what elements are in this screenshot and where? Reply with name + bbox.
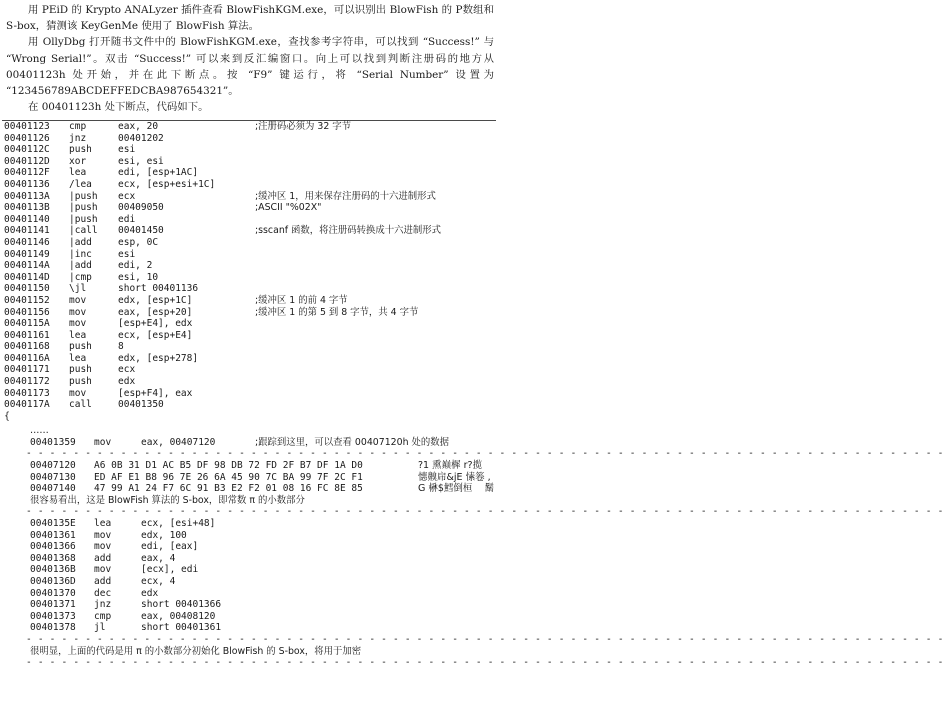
- loop-mnemonic: mov: [94, 529, 112, 541]
- code-operand: edi: [118, 213, 136, 225]
- code-mnemonic: mov: [69, 318, 87, 330]
- code-comment: ;ASCII "%02X": [255, 202, 322, 214]
- code-row: [0, 133, 498, 145]
- code-mnemonic: |add: [69, 236, 92, 248]
- loop-operand: edx, 100: [141, 529, 187, 541]
- loop-mnemonic: jnz: [94, 599, 112, 611]
- trace-comment: ;跟踪到这里，可以查看 00407120h 处的数据: [255, 436, 450, 448]
- code-row: [0, 237, 498, 249]
- loop-row: [26, 518, 498, 530]
- code-operand: ecx: [118, 190, 136, 202]
- code-row: [0, 167, 498, 179]
- code-address: 0040116A: [4, 352, 50, 364]
- code-comment: ;注册码必须为 32 字节: [255, 121, 352, 132]
- code-address: 0040112D: [4, 155, 50, 167]
- dump-hex: 47 99 A1 24 F7 6C 91 B3 E2 F2 01 08 16 FC 8E 85: [94, 483, 363, 495]
- code-row: [0, 179, 498, 191]
- loop-address: 00401361: [30, 529, 76, 541]
- separator-dashes: - - - - - - - - - - - - - - - - - - - - - - - - - - - - - - - - - - - - - - - - - - - - - - - - - - - - - - - - - - - - - - - - - - - - - - - - - - - - - -: [26, 506, 944, 518]
- dump-ascii: ?1 熏巅樨 r?揽: [418, 460, 483, 472]
- loop-operand: ecx, 4: [141, 575, 176, 587]
- code-operand: edi, [esp+1AC]: [118, 167, 199, 179]
- code-mnemonic: call: [69, 399, 92, 411]
- loop-mnemonic: mov: [94, 564, 112, 576]
- loop-address: 0040135E: [30, 518, 76, 529]
- dump-address: 00407130: [30, 471, 76, 483]
- paragraph-peid: 用 PEiD 的 Krypto ANALyzer 插件查看 BlowFishKGM.exe，可以识别出 BlowFish 的 P数组和 S-box，猜测该 KeyGenMe 使用了 BlowFish 算法。: [6, 4, 494, 33]
- code-row: [0, 121, 498, 133]
- code-address: 0040113A: [4, 190, 50, 202]
- code-operand: 8: [118, 341, 124, 353]
- code-comment: ;sscanf 函数，将注册码转换成十六进制形式: [255, 225, 442, 237]
- loop-mnemonic: dec: [94, 587, 112, 599]
- code-row: [0, 330, 498, 342]
- code-address: 00401150: [4, 283, 50, 295]
- loop-operand: short 00401366: [141, 599, 222, 611]
- open-brace: {: [4, 410, 10, 422]
- code-row: [0, 399, 498, 411]
- code-listing: [0, 120, 944, 669]
- code-operand: 00401450: [118, 225, 164, 237]
- separator-dashes: - - - - - - - - - - - - - - - - - - - - - - - - - - - - - - - - - - - - - - - - - - - - - - - - - - - - - - - - - - - - - - - - - - - - - - - - - - - - - -: [26, 448, 944, 460]
- loop-row: [26, 588, 498, 600]
- loop-address: 00401368: [30, 552, 76, 564]
- code-mnemonic: push: [69, 364, 92, 376]
- code-mnemonic: mov: [69, 294, 87, 306]
- code-row: [0, 156, 498, 168]
- dump-ascii: 憓齅帍&jE 愫箞 ,: [418, 471, 491, 483]
- loop-operand: eax, 4: [141, 552, 176, 564]
- loop-operand: [ecx], edi: [141, 564, 199, 576]
- code-operand: [esp+E4], edx: [118, 318, 193, 330]
- dump-hex: ED AF E1 B8 96 7E 26 6A 45 90 7C BA 99 7F 2C F1: [94, 471, 363, 483]
- dump-row: [26, 472, 498, 484]
- code-operand: [esp+F4], eax: [118, 387, 193, 399]
- code-row: [0, 295, 498, 307]
- loop-operand: ecx, [esi+48]: [141, 518, 216, 529]
- code-address: 0040113B: [4, 202, 50, 214]
- code-address: 00401156: [4, 306, 50, 318]
- code-address: 00401152: [4, 294, 50, 306]
- paragraph-breakpoint: 在 00401123h 处下断点，代码如下。: [28, 101, 209, 114]
- code-address: 00401168: [4, 341, 50, 353]
- paragraph-ollydbg: 用 OllyDbg 打开随书文件中的 BlowFishKGM.exe，查找参考字符串，可以找到 “Success!” 与 “Wrong Serial!”。双击 “Success!” 可以来到反汇编窗口。向上可以找到判断注册码的地方从 00401123h 处开始，并在此下断点。按 “F9” 键运行，将 “Serial Number” 设置为 “123456789ABCDEFFEDCBA987654321”。: [6, 36, 494, 98]
- dump-note: 很容易看出，这是 BlowFish 算法的 S-box，即常数 π 的小数部分: [30, 494, 305, 506]
- loop-mnemonic: mov: [94, 541, 112, 553]
- code-operand: edx, [esp+278]: [118, 352, 199, 364]
- loop-address: 00401373: [30, 610, 76, 622]
- code-address: 00401149: [4, 248, 50, 260]
- code-comment: ;缓冲区 1 的第 5 到 8 字节，共 4 字节: [255, 306, 419, 318]
- code-operand: esi: [118, 144, 136, 156]
- loop-operand: eax, 00408120: [141, 610, 216, 622]
- loop-address: 00401370: [30, 587, 76, 599]
- loop-operand: edx: [141, 587, 159, 599]
- code-row: [0, 376, 498, 388]
- code-mnemonic: push: [69, 341, 92, 353]
- code-operand: 00401202: [118, 132, 164, 144]
- dump-hex: A6 0B 31 D1 AC B5 DF 98 DB 72 FD 2F B7 DF 1A D0: [94, 460, 363, 472]
- code-address: 00401172: [4, 376, 50, 388]
- code-row: [0, 225, 498, 237]
- code-row: [0, 364, 498, 376]
- code-address: 00401140: [4, 213, 50, 225]
- loop-row: [26, 530, 498, 542]
- hex-dump: [26, 460, 498, 495]
- code-mnemonic: lea: [69, 167, 87, 179]
- loop-operand: edi, [eax]: [141, 541, 199, 553]
- code-operand: eax, [esp+20]: [118, 306, 193, 318]
- dump-address: 00407140: [30, 483, 76, 495]
- code-mnemonic: |call: [69, 225, 98, 237]
- code-address: 00401123: [4, 121, 50, 132]
- code-address: 00401146: [4, 236, 50, 248]
- code-mnemonic: |add: [69, 260, 92, 272]
- code-mnemonic: push: [69, 144, 92, 156]
- code-mnemonic: push: [69, 376, 92, 388]
- code-operand: ecx: [118, 364, 136, 376]
- code-row: [0, 260, 498, 272]
- dump-row: [26, 483, 498, 495]
- ellipsis: ……: [30, 424, 49, 436]
- inner-section: [0, 424, 944, 669]
- code-mnemonic: mov: [69, 306, 87, 318]
- code-row: [0, 249, 498, 261]
- code-row: [0, 214, 498, 226]
- code-mnemonic: |push: [69, 202, 98, 214]
- dump-address: 00407120: [30, 460, 76, 472]
- loop-operand: short 00401361: [141, 622, 222, 634]
- sbox-init-loop: [26, 518, 498, 634]
- code-operand: ecx, [esp+E4]: [118, 329, 193, 341]
- code-row: [0, 353, 498, 365]
- dump-ascii: G 楙$鱈倒桓 鬗: [418, 483, 495, 495]
- code-mnemonic: lea: [69, 329, 87, 341]
- code-mnemonic: jnz: [69, 132, 87, 144]
- code-mnemonic: lea: [69, 352, 87, 364]
- code-address: 0040114A: [4, 260, 50, 272]
- trace-mnemonic: mov: [94, 436, 112, 448]
- loop-address: 00401378: [30, 622, 76, 634]
- code-address: 00401161: [4, 329, 50, 341]
- code-address: 0040114D: [4, 271, 50, 283]
- code-mnemonic: |push: [69, 190, 98, 202]
- loop-address: 0040136D: [30, 575, 76, 587]
- code-address: 00401126: [4, 132, 50, 144]
- disassembly-block: [0, 121, 498, 411]
- code-operand: 00409050: [118, 202, 164, 214]
- code-row: [0, 283, 498, 295]
- loop-mnemonic: lea: [94, 518, 112, 529]
- code-row: [0, 191, 498, 203]
- loop-address: 0040136B: [30, 564, 76, 576]
- separator-dashes: - - - - - - - - - - - - - - - - - - - - - - - - - - - - - - - - - - - - - - - - - - - - - - - - - - - - - - - - - - - - - - - - - - - - - - - - - - - - - -: [26, 657, 944, 669]
- code-operand: esp, 0C: [118, 236, 159, 248]
- code-row: [0, 388, 498, 400]
- code-mnemonic: |push: [69, 213, 98, 225]
- code-address: 0040117A: [4, 399, 50, 411]
- loop-address: 00401366: [30, 541, 76, 553]
- loop-row: [26, 541, 498, 553]
- code-operand: 00401350: [118, 399, 164, 411]
- loop-mnemonic: add: [94, 575, 112, 587]
- code-operand: edx: [118, 376, 136, 388]
- loop-row: [26, 553, 498, 565]
- code-row: [0, 341, 498, 353]
- code-address: 00401141: [4, 225, 50, 237]
- code-row: [0, 272, 498, 284]
- code-comment: ;缓冲区 1，用来保存注册码的十六进制形式: [255, 190, 436, 202]
- code-mnemonic: |inc: [69, 248, 92, 260]
- code-address: 0040115A: [4, 318, 50, 330]
- loop-mnemonic: add: [94, 552, 112, 564]
- loop-row: [26, 576, 498, 588]
- code-mnemonic: cmp: [69, 121, 87, 132]
- code-operand: edi, 2: [118, 260, 153, 272]
- code-row: [0, 318, 498, 330]
- code-address: 00401173: [4, 387, 50, 399]
- code-operand: esi, esi: [118, 155, 164, 167]
- loop-mnemonic: jl: [94, 622, 106, 634]
- code-row: [0, 144, 498, 156]
- loop-row: [26, 564, 498, 576]
- trace-addr: 00401359: [30, 436, 76, 448]
- code-mnemonic: mov: [69, 387, 87, 399]
- code-mnemonic: xor: [69, 155, 87, 167]
- code-operand: ecx, [esp+esi+1C]: [118, 178, 216, 190]
- code-operand: eax, 20: [118, 121, 159, 132]
- code-operand: esi: [118, 248, 136, 260]
- code-address: 0040112C: [4, 144, 50, 156]
- code-row: [0, 202, 498, 214]
- separator-dashes: - - - - - - - - - - - - - - - - - - - - - - - - - - - - - - - - - - - - - - - - - - - - - - - - - - - - - - - - - - - - - - - - - - - - - - - - - - - - - -: [26, 633, 944, 645]
- code-operand: esi, 10: [118, 271, 159, 283]
- code-mnemonic: /lea: [69, 178, 92, 190]
- dump-row: [26, 460, 498, 472]
- code-address: 00401136: [4, 178, 50, 190]
- code-address: 0040112F: [4, 167, 50, 179]
- trace-operand: eax, 00407120: [141, 436, 216, 448]
- article-prose: [6, 2, 494, 115]
- code-operand: edx, [esp+1C]: [118, 294, 193, 306]
- loop-row: [26, 622, 498, 634]
- loop-row: [26, 599, 498, 611]
- loop-address: 00401371: [30, 599, 76, 611]
- code-mnemonic: \jl: [69, 283, 87, 295]
- loop-row: [26, 611, 498, 623]
- trace-row: [26, 437, 498, 449]
- code-comment: ;缓冲区 1 的前 4 字节: [255, 294, 348, 306]
- code-mnemonic: |cmp: [69, 271, 92, 283]
- code-row: [0, 307, 498, 319]
- conclusion-text: 很明显，上面的代码是用 π 的小数部分初始化 BlowFish 的 S-box，将用于加密: [30, 645, 362, 657]
- code-operand: short 00401136: [118, 283, 199, 295]
- loop-mnemonic: cmp: [94, 610, 112, 622]
- code-address: 00401171: [4, 364, 50, 376]
